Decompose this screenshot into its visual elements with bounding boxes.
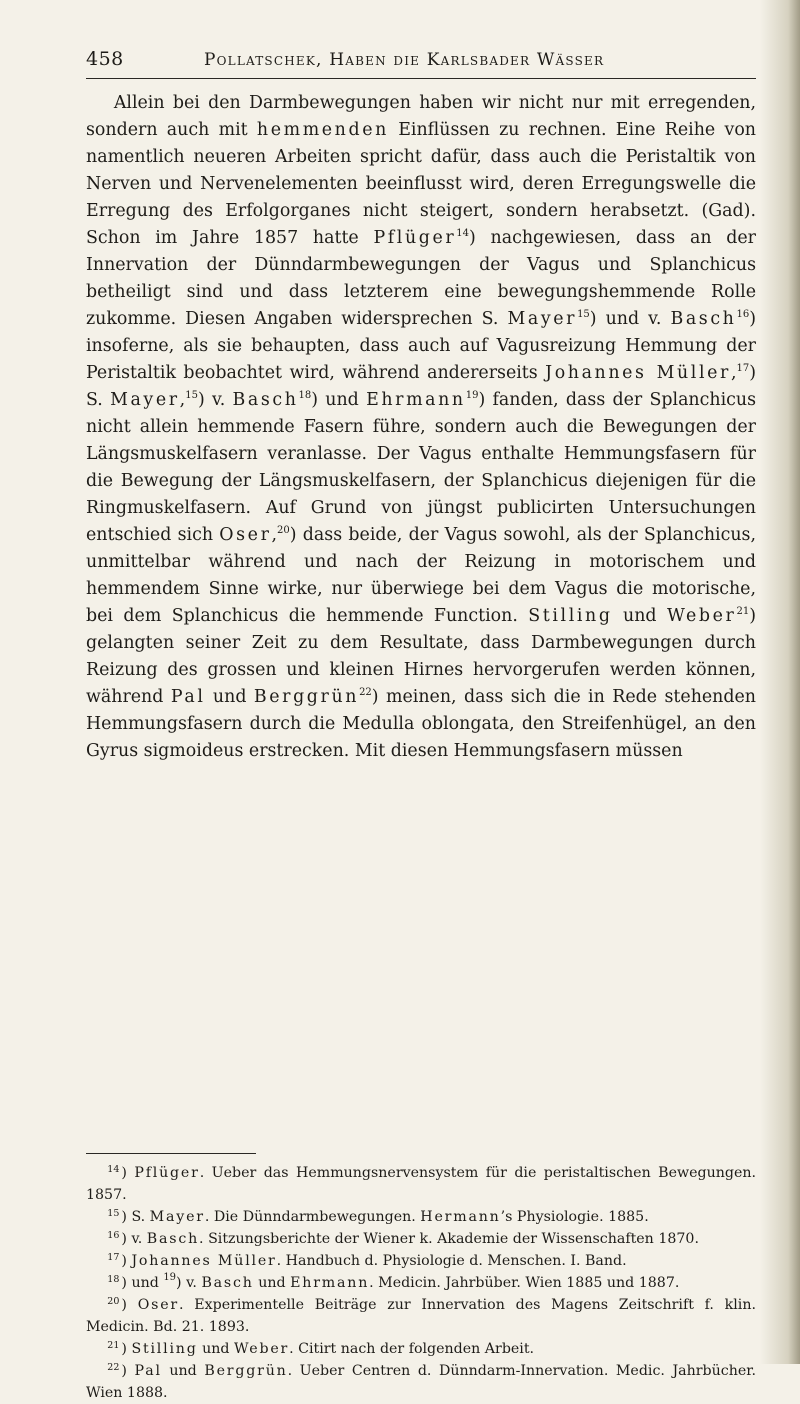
footnote-number: 18: [107, 1274, 120, 1285]
author-name: Berggrün: [204, 1363, 288, 1379]
text-run: und: [161, 1363, 205, 1379]
text-run: . Experimentelle Beiträge zur Innervation des Magens Zeitschrift f. klin. Medicin. Bd. 21. 1893.: [86, 1297, 756, 1335]
text-run: ) fanden, dass der Splanchicus nicht allein hemmende Fasern führe, sondern auch die Bewegungen der Längsmuskelfasern veranlasse. Der Vagus enthalte Hemmungsfasern für die Bewegung der Längsmuskelfasern, der Splanchicus diejenigen für die Ringmuskelfasern. Auf Grund von jüngst publicirten Untersuchungen entschied sich: [86, 390, 757, 545]
footnote-paren: ): [121, 1275, 132, 1291]
page-number: 458: [86, 48, 124, 70]
text-run: ,: [271, 525, 278, 545]
footnote-number: 22: [107, 1362, 120, 1373]
footnote-item: [86, 1360, 756, 1404]
text-run: . Medicin. Jahrbüber. Wien 1885 und 1887.: [369, 1275, 680, 1291]
footnote-paren: ): [121, 1253, 132, 1269]
text-run: und: [253, 1275, 291, 1291]
text-run: und: [205, 687, 254, 707]
page-edge-shadow: [760, 0, 800, 1364]
text-run: Allein bei den Darmbewegungen haben wir nicht nur mit erregenden, sondern auch mit: [86, 93, 756, 140]
main-paragraph: [86, 90, 756, 765]
footnote-item: [86, 1228, 756, 1250]
footnote-number: 20: [107, 1296, 120, 1307]
text-run: . Citirt nach der folgenden Arbeit.: [289, 1341, 535, 1357]
text-run: ) gelangten seiner Zeit zu dem Resultate, dass Darmbewegungen durch Reizung des grossen und kleinen Hirnes hervorgerufen werden können, während: [86, 606, 756, 707]
footnote-ref: 15: [185, 390, 198, 401]
text-run: ) S.: [86, 363, 756, 410]
footnote-paren: ): [121, 1209, 132, 1225]
text-run: ) meinen, dass sich die in Rede stehenden Hemmungsfasern durch die Medulla oblongata, den Streifenhügel, an den Gyrus sigmoideus erstrecken. Mit diesen Hemmungsfasern müssen: [86, 687, 757, 761]
author-name: Oser: [219, 525, 272, 545]
author-name: Johannes Müller: [131, 1253, 277, 1269]
text-run: und: [612, 606, 667, 626]
text-run: ) insoferne, als sie behaupten, dass auch auf Vagusreizung Hemmung der Peristaltik beobachtet wird, während andererseits: [86, 309, 756, 383]
author-name: Pal: [170, 687, 206, 707]
text-run: ) v.: [176, 1275, 202, 1291]
footnote-ref: 15: [577, 309, 590, 320]
text-run: ,: [179, 390, 186, 410]
author-name: Mayer: [507, 309, 578, 329]
author-name: Basch: [146, 1231, 200, 1247]
footnote-item: [86, 1294, 756, 1338]
running-title: Pollatschek, Haben die Karlsbader Wässer: [204, 50, 605, 70]
text-run: ’s Physiologie. 1885.: [500, 1209, 649, 1225]
body-text: [86, 90, 756, 765]
text-run: . Sitzungsberichte der Wiener k. Akademie der Wissenschaften 1870.: [199, 1231, 699, 1247]
footnote-item: [86, 1206, 756, 1228]
text-run: ,: [730, 363, 737, 383]
author-name: Basch: [232, 390, 299, 410]
author-name: Mayer: [149, 1209, 205, 1225]
footnote-number: 15: [107, 1208, 120, 1219]
text-run: ) und: [311, 390, 367, 410]
footnote-ref: 19: [465, 390, 479, 401]
author-name: Weber: [234, 1341, 290, 1357]
author-name: Stilling: [528, 606, 613, 626]
author-name: Pflüger: [373, 228, 457, 248]
author-name: Pflüger: [134, 1165, 200, 1181]
text-run: ) v.: [197, 390, 233, 410]
footnote-paren: ): [121, 1363, 135, 1379]
text-run: . Ueber das Hemmungsnervensystem für die peristaltischen Bewegungen. 1857.: [86, 1165, 756, 1203]
footnote-ref: 22: [359, 687, 372, 698]
author-name: hemmenden: [256, 120, 389, 140]
footnote-rule: [86, 1153, 256, 1154]
author-name: Pal: [134, 1363, 162, 1379]
author-name: Ehrmann: [290, 1275, 370, 1291]
footnote-paren: ): [121, 1165, 135, 1181]
author-name: Johannes Müller: [545, 363, 731, 383]
footnote-ref: 19: [163, 1272, 177, 1283]
text-run: und: [197, 1341, 235, 1357]
author-name: Weber: [666, 606, 737, 626]
footnote-paren: ): [121, 1231, 132, 1247]
text-run: ) und v.: [589, 309, 671, 329]
author-name: Hermann: [420, 1209, 501, 1225]
author-name: Basch: [670, 309, 737, 329]
text-run: und: [131, 1275, 164, 1291]
author-name: Mayer: [110, 390, 180, 410]
author-name: Berggrün: [253, 687, 360, 707]
footnote-item: [86, 1338, 756, 1360]
footnote-paren: ): [121, 1341, 132, 1357]
author-name: Oser: [137, 1297, 179, 1313]
footnote-number: 17: [107, 1252, 120, 1263]
footnote-item: [86, 1250, 756, 1272]
text-run: . Handbuch d. Physiologie d. Menschen. I. Band.: [276, 1253, 627, 1269]
footnote-paren: ): [121, 1297, 138, 1313]
author-name: Stilling: [131, 1341, 198, 1357]
footnote-ref: 16: [736, 309, 750, 320]
footnote-number: 16: [107, 1230, 120, 1241]
footnote-number: 21: [107, 1340, 120, 1351]
page-header: [86, 46, 756, 79]
text-run: v.: [131, 1231, 147, 1247]
author-name: Ehrmann: [366, 390, 466, 410]
footnotes: [86, 1162, 756, 1404]
footnote-ref: 21: [736, 606, 750, 617]
footnote-number: 14: [107, 1164, 120, 1175]
text-run: ) nachgewiesen, dass an der Innervation der Dünndarmbewegungen der Vagus und Splanchicus betheiligt sind und dass letzterem eine bewegungshemmende Rolle zukomme. Diesen Angaben widersprechen S.: [86, 228, 756, 329]
text-run: S.: [131, 1209, 150, 1225]
footnote-ref: 18: [298, 390, 312, 401]
footnote-ref: 17: [736, 363, 750, 374]
author-name: Basch: [201, 1275, 254, 1291]
text-run: . Die Dünndarmbewegungen.: [204, 1209, 421, 1225]
text-run: . Ueber Centren d. Dünndarm-Innervation. Medic. Jahrbücher. Wien 1888.: [86, 1363, 756, 1401]
text-run: Einflüssen zu rechnen. Eine Reihe von namentlich neueren Arbeiten spricht dafür, dass auch die Peristaltik von Nerven und Nervenelementen beeinflusst wird, deren Erregungswelle die Erregung des Erfolgorganes nicht steigert, sondern herabsetzt. (Gad). Schon im Jahre 1857 hatte: [86, 120, 756, 248]
text-run: ) dass beide, der Vagus sowohl, als der Splanchicus, unmittelbar während und nach der Reizung in motorischem und hemmendem Sinne wirke, nur überwiege bei dem Vagus die motorische, bei dem Splanchicus die hemmende Function.: [86, 525, 756, 626]
footnote-item: [86, 1162, 756, 1206]
footnote-ref: 20: [277, 525, 290, 536]
footnote-ref: 14: [456, 228, 470, 239]
footnote-item: [86, 1272, 756, 1294]
